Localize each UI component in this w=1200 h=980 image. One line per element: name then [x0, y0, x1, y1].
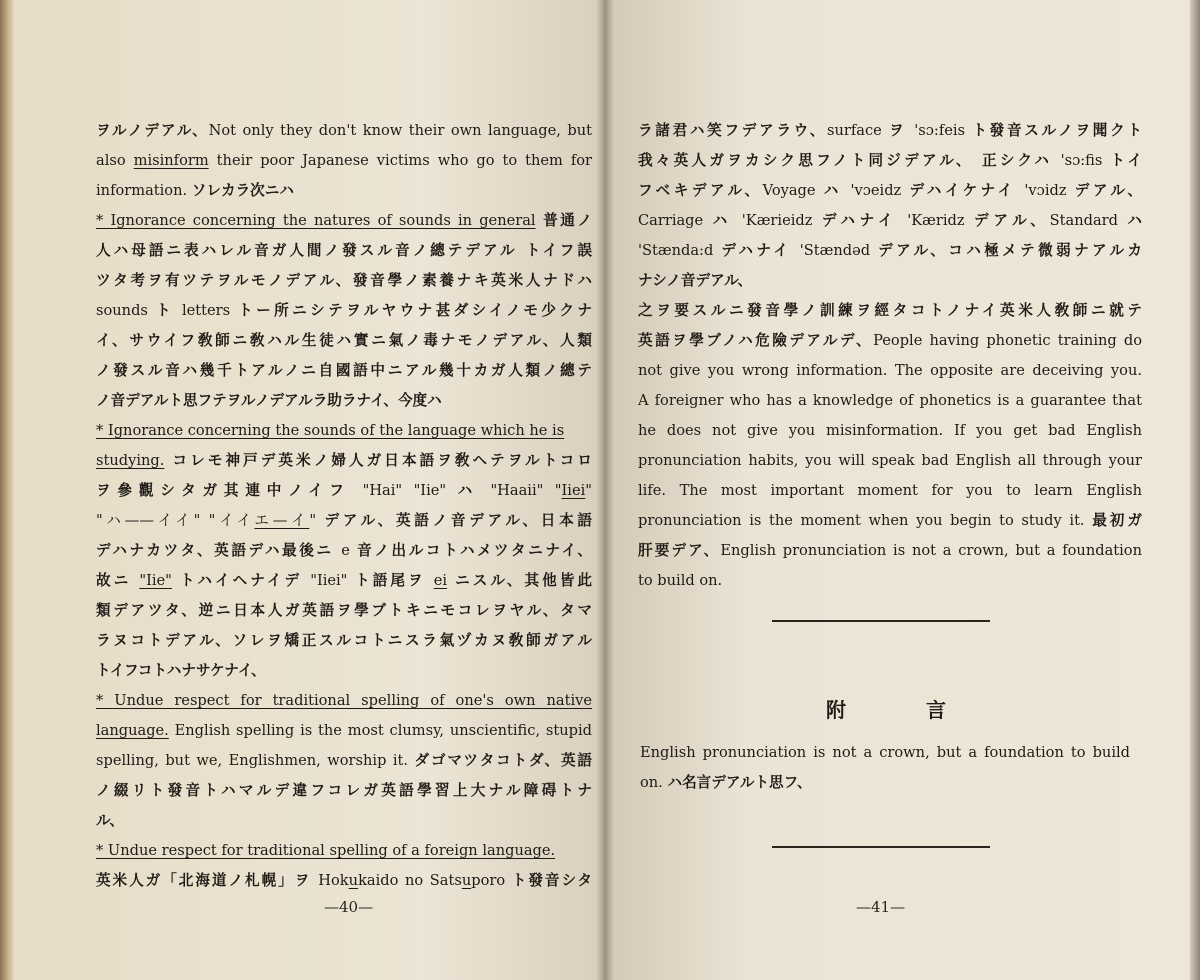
text-line: [96, 746, 592, 776]
text-line: [96, 536, 592, 566]
text-run: on.: [640, 774, 668, 791]
afterword-heading: [826, 694, 946, 723]
right-page-number: —41—: [856, 898, 906, 916]
text-run: ": [585, 482, 592, 499]
text-line: [96, 416, 592, 446]
text-line: [96, 206, 592, 236]
text-line: [638, 536, 1142, 566]
text-run: デハナイ: [821, 212, 908, 229]
text-run: 'vɔeidz: [850, 182, 910, 199]
text-run: ヲ參觀シタガ其連中ノイフ: [96, 482, 363, 499]
text-run: 最初ガ: [1092, 512, 1142, 529]
text-line: [96, 116, 592, 146]
text-run: life. The most important moment for you to learn English: [638, 482, 1142, 499]
text-run: studying.: [96, 452, 165, 469]
text-line: [640, 738, 1130, 768]
section-divider-bottom: [772, 846, 990, 848]
text-run: ノ綴リト發音トハマルデ違フコレガ英語學習上大ナル障碍トナ: [96, 782, 592, 799]
text-line: [96, 656, 592, 686]
text-line: [638, 116, 1142, 146]
text-run: ハ: [823, 182, 851, 199]
text-run: he does not give you misinformation. If you get bad English: [638, 422, 1142, 439]
text-run: エ—イ: [254, 512, 310, 529]
text-run: "Iie": [139, 572, 172, 589]
text-run: ラ諸君ハ笑フデアラウ、: [638, 122, 828, 139]
text-line: [638, 476, 1142, 506]
text-line: [96, 776, 592, 806]
text-line: [638, 326, 1142, 356]
text-run: 'Kæridz: [907, 212, 974, 229]
text-run: ": [309, 512, 325, 529]
text-run: "Iiei": [310, 572, 356, 589]
text-run: ナシノ音デアル、: [638, 272, 753, 289]
text-run: * Undue respect for traditional spelling of one's own native: [96, 692, 592, 709]
text-run: Hok: [318, 872, 349, 889]
text-run: kaido no Sats: [358, 872, 462, 889]
left-page: [14, 0, 604, 980]
text-run: 我々英人ガヲカシク思フノト同ジデアル、 正シクハ: [638, 152, 1061, 169]
text-line: [96, 866, 592, 896]
text-run: ト發音シタ: [511, 872, 592, 889]
page-edges-left: [0, 0, 14, 980]
text-run: sounds: [96, 302, 156, 319]
heading-char-2: 言: [926, 698, 946, 722]
text-run: pronunciation is the moment when you begin to study it.: [638, 512, 1093, 529]
text-line: [96, 386, 592, 416]
text-run: ハ: [712, 212, 742, 229]
text-run: information.: [96, 182, 192, 199]
text-line: [96, 446, 592, 476]
heading-char-1: 附: [826, 698, 846, 722]
text-run: "Hai" "Iie": [362, 482, 458, 499]
text-line: [96, 356, 592, 386]
text-run: "Haaii" ": [478, 482, 562, 499]
text-run: ラヌコトデアル、ソレヲ矯正スルコトニスラ氣ヅカヌ敎師ガアル: [96, 632, 592, 649]
right-page-body: [638, 116, 1142, 596]
text-run: pronunciation habits, you will speak bad English all through your: [638, 452, 1142, 469]
text-line: [96, 506, 592, 536]
page-edges-right: [1190, 0, 1200, 980]
text-run: "ハ——イイ" "イイ: [96, 512, 255, 529]
text-run: spelling, but we, Englishmen, worship it.: [96, 752, 415, 769]
text-line: [96, 236, 592, 266]
afterword-body: [640, 738, 1130, 798]
text-run: デハイケナイ: [909, 182, 1025, 199]
text-line: [96, 806, 592, 836]
text-run: misinform: [133, 152, 209, 169]
text-run: not give you wrong information. The opposite are deceiving you.: [638, 362, 1142, 379]
text-run: イ、サウイフ敎師ニ敎ハル生徒ハ實ニ氣ノ毒ナモノデアル、人類: [96, 332, 592, 349]
text-line: [96, 716, 592, 746]
text-line: [96, 146, 592, 176]
text-run: トイフコトハナサケナイ、: [96, 662, 266, 679]
text-run: 'vɔidz: [1024, 182, 1075, 199]
text-line: [96, 176, 592, 206]
text-line: [96, 836, 592, 866]
text-run: ツタ考ヲ有ツテヲルモノデアル、發音學ノ素養ナキ英米人ナドハ: [96, 272, 592, 289]
text-run: their poor Japanese victims who go to them for: [208, 152, 592, 169]
text-run: English pronunciation is not a crown, but a foundation to build: [640, 744, 1130, 761]
text-run: language.: [96, 722, 169, 739]
text-run: トハイヘナイデ: [171, 572, 311, 589]
text-line: [96, 596, 592, 626]
text-run: English spelling is the most clumsy, unscientific, stupid: [168, 722, 592, 739]
text-run: ル、: [96, 812, 125, 829]
text-run: ハ: [1127, 212, 1142, 229]
text-run: 'sɔ:feis: [914, 122, 973, 139]
text-run: surface: [827, 122, 890, 139]
text-line: [96, 626, 592, 656]
text-run: 人ハ母語ニ表ハレル音ガ人間ノ發スル音ノ總テデアル トイフ誤: [96, 242, 592, 259]
text-run: フベキデアル、: [638, 182, 763, 199]
text-run: ei: [433, 572, 448, 589]
text-run: Carriage: [638, 212, 713, 229]
text-run: Standard: [1049, 212, 1128, 229]
text-run: 普通ノ: [535, 212, 592, 229]
text-run: デアル、英語ノ音デアル、日本語: [324, 512, 592, 529]
text-run: デハナイ: [721, 242, 800, 259]
text-line: [638, 356, 1142, 386]
text-run: 之ヲ要スルニ發音學ノ訓練ヲ經タコトノナイ英米人敎師ニ就テ: [638, 302, 1142, 319]
text-run: 'Stændəd: [799, 242, 879, 259]
right-page: [604, 0, 1190, 980]
text-line: [638, 236, 1142, 266]
text-run: 故ニ: [96, 572, 140, 589]
text-run: デアル、: [1074, 182, 1142, 199]
text-run: デアル、コハ極メテ微弱ナアルカ: [878, 242, 1142, 259]
text-run: ハ名言デアルト思フ、: [667, 774, 812, 791]
text-line: [638, 566, 1142, 596]
text-line: [638, 266, 1142, 296]
text-run: ト發音スルノヲ聞クト: [972, 122, 1142, 139]
text-run: ヲ: [889, 122, 915, 139]
text-line: [638, 506, 1142, 536]
text-run: 肝要デア、: [638, 542, 721, 559]
text-line: [638, 296, 1142, 326]
text-run: A foreigner who has a knowledge of phonetics is a guarantee that: [638, 392, 1142, 409]
text-run: * Ignorance concerning the sounds of the language which he is: [96, 422, 565, 439]
text-run: ヲルノデアル、: [96, 122, 209, 139]
left-page-number: —40—: [324, 898, 374, 916]
text-run: 類デアツタ、逆ニ日本人ガ英語ヲ學ブトキニモコレヲヤル、タマ: [96, 602, 592, 619]
text-run: to build on.: [638, 572, 723, 589]
text-line: [96, 566, 592, 596]
text-run: デハナカツタ、英語デハ最後ニ: [96, 542, 342, 559]
text-run: デアル、: [973, 212, 1050, 229]
text-line: [96, 686, 592, 716]
text-run: 'Kærieidz: [741, 212, 822, 229]
text-line: [638, 446, 1142, 476]
text-run: English pronunciation is not a crown, but a foundation: [720, 542, 1142, 559]
text-run: Iiei: [561, 482, 586, 499]
text-run: ノ音デアルト思フテヲルノデアルラ助ラナイ、今度ハ: [96, 392, 442, 409]
text-run: ソレカラ次ニハ: [191, 182, 294, 199]
text-run: ダゴマツタコトダ、英語: [414, 752, 592, 769]
text-run: Not only they don't know their own language, but: [208, 122, 592, 139]
text-run: People having phonetic training do: [873, 332, 1142, 349]
text-line: [96, 296, 592, 326]
text-line: [638, 206, 1142, 236]
text-run: letters: [173, 302, 239, 319]
section-divider-top: [772, 620, 990, 622]
text-run: e: [341, 542, 358, 559]
text-run: ハ: [457, 482, 479, 499]
text-run: コレモ神戸デ英米ノ婦人ガ日本語ヲ敎ヘテヲルトコロ: [164, 452, 592, 469]
text-run: 英語ヲ學ブノハ危險デアルデ、: [638, 332, 874, 349]
text-run: also: [96, 152, 134, 169]
text-line: [638, 416, 1142, 446]
text-run: poro: [471, 872, 512, 889]
text-run: トイ: [1110, 152, 1142, 169]
text-run: ト: [155, 302, 174, 319]
text-line: [638, 146, 1142, 176]
text-line: [640, 768, 1130, 798]
text-run: 音ノ出ルコトハメツタニナイ、: [357, 542, 592, 559]
text-run: * Undue respect for traditional spelling of a foreign language.: [96, 842, 556, 859]
text-line: [96, 326, 592, 356]
text-run: 'Stænda:d: [638, 242, 722, 259]
text-line: [96, 476, 592, 506]
text-run: u: [348, 872, 359, 889]
text-line: [638, 176, 1142, 206]
left-page-body: [96, 116, 592, 896]
text-run: * Ignorance concerning the natures of sounds in general: [96, 212, 536, 229]
text-run: Voyage: [762, 182, 824, 199]
text-run: ニスル、其他皆此: [447, 572, 592, 589]
text-run: 'sɔ:fis: [1060, 152, 1111, 169]
text-run: トー所ニシテヲルヤウナ甚ダシイノモ少クナ: [238, 302, 592, 319]
text-run: u: [461, 872, 472, 889]
text-run: 英米人ガ「北海道ノ札幌」ヲ: [96, 872, 319, 889]
text-line: [638, 386, 1142, 416]
text-run: ノ發スル音ハ幾千トアルノニ自國語中ニアル幾十カガ人類ノ總テ: [96, 362, 592, 379]
text-run: ト語尾ヲ: [355, 572, 434, 589]
text-line: [96, 266, 592, 296]
book-gutter: [596, 0, 614, 980]
